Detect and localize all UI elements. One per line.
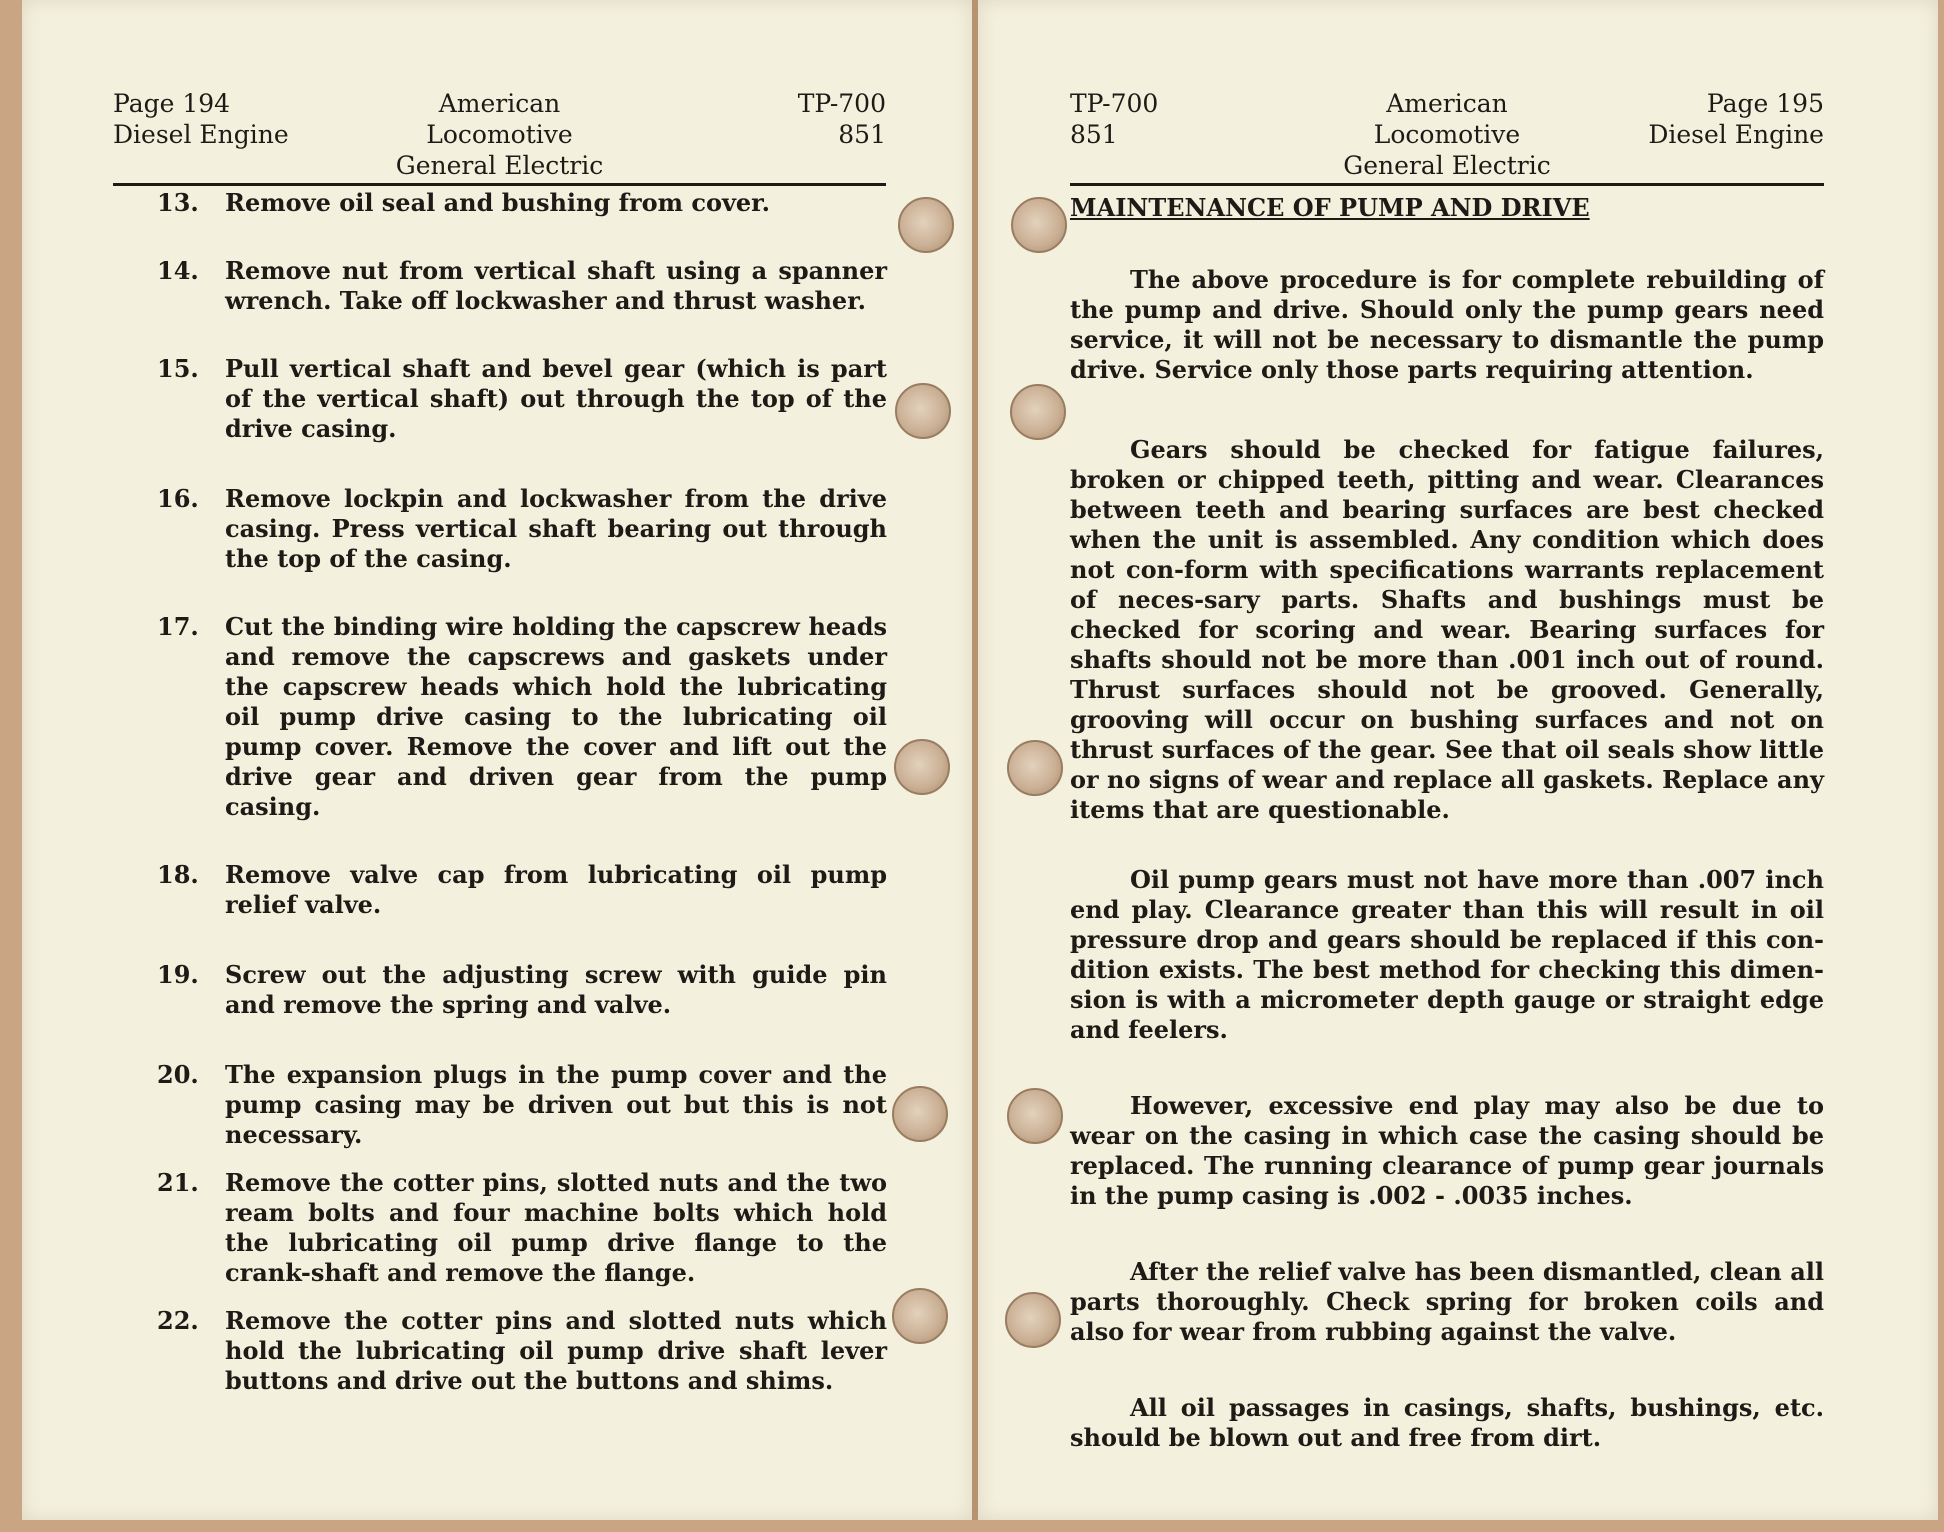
procedure-step	[157, 612, 887, 822]
step-text: Remove nut from vertical shaft using a spanner wrench. Take off lockwasher and thrust washer.	[225, 256, 887, 315]
procedure-step	[157, 484, 887, 574]
page-number: Page 195	[1706, 89, 1824, 118]
paragraph: The above procedure is for complete rebuilding of the pump and drive. Should only the pump gears need service, it will not be necessary to dismantle the pump drive. Service only those parts requiring attention.	[1070, 265, 1824, 384]
procedure-list	[157, 188, 887, 1396]
page-number: Page 194	[113, 89, 231, 118]
procedure-step	[157, 1168, 887, 1288]
right-page-header	[1070, 88, 1824, 186]
step-text: The expansion plugs in the pump cover and the pump casing may be driven out but this is not necessary.	[225, 1060, 887, 1149]
step-text: Remove the cotter pins and slotted nuts which hold the lubricating oil pump drive shaft lever buttons and drive out the buttons and shims.	[225, 1306, 887, 1395]
step-text: Pull vertical shaft and bevel gear (which is part of the vertical shaft) out through the top of the drive casing.	[225, 354, 887, 443]
binder-hole	[895, 383, 951, 439]
procedure-step	[157, 1306, 887, 1396]
procedure-step	[157, 256, 887, 316]
binder-hole	[1005, 1292, 1061, 1348]
company-name: American Locomotive	[426, 89, 573, 149]
left-page-header	[113, 88, 886, 186]
binder-hole	[1010, 384, 1066, 440]
step-text: Cut the binding wire holding the capscrew heads and remove the capscrews and gaskets under the capscrew heads which hold the lubricating oil pump drive casing to the lubricating oil pump cover. Remove the cover and lift out the drive gear and driven gear from the pump casing.	[225, 612, 887, 821]
binder-hole	[1007, 1088, 1063, 1144]
left-page	[22, 0, 972, 1520]
doc-subnumber: 851	[838, 120, 886, 149]
step-number: 13.	[157, 188, 199, 217]
procedure-step	[157, 188, 887, 218]
step-text: Remove lockpin and lockwasher from the drive casing. Press vertical shaft bearing out through the top of the casing.	[225, 484, 887, 573]
step-number: 20.	[157, 1060, 199, 1089]
binder-hole	[1007, 740, 1063, 796]
step-number: 14.	[157, 256, 199, 285]
paragraph: However, excessive end play may also be due to wear on the casing in which case the casing should be replaced. The running clearance of pump gear journals in the pump casing is .002 - .0035 inches.	[1070, 1091, 1824, 1210]
maintenance-section	[1070, 193, 1824, 1453]
step-number: 16.	[157, 484, 199, 513]
step-number: 15.	[157, 354, 199, 383]
binder-hole	[898, 197, 954, 253]
procedure-step	[157, 860, 887, 920]
step-number: 19.	[157, 960, 199, 989]
doc-number: TP-700	[797, 89, 886, 118]
step-number: 17.	[157, 612, 199, 641]
binder-hole	[892, 1086, 948, 1142]
paragraph: All oil passages in casings, shafts, bushings, etc. should be blown out and free from dirt.	[1070, 1393, 1824, 1452]
binder-hole	[892, 1288, 948, 1344]
binder-hole	[1011, 197, 1067, 253]
company-subtitle: General Electric	[1343, 151, 1551, 180]
doc-number: TP-700	[1070, 89, 1159, 118]
step-text: Remove valve cap from lubricating oil pump relief valve.	[225, 860, 887, 919]
company-subtitle: General Electric	[395, 151, 604, 180]
step-text: Remove the cotter pins, slotted nuts and the two ream bolts and four machine bolts which hold the lubricating oil pump drive flange to the crank-shaft and remove the flange.	[225, 1168, 887, 1287]
paragraph: Gears should be checked for fatigue failures, broken or chipped teeth, pitting and wear. Clearances between teeth and bearing surfaces are best checked when the unit is assembled. Any condition which does not con-form with specifications warrants replacement of neces-sary parts. Shafts and bushings must be checked for scoring and wear. Bearing surfaces for shafts should not be more than .001 inch out of round. Thrust surfaces should not be grooved. Generally, grooving will occur on bushing surfaces and not on thrust surfaces of the gear. See that oil seals show little or no signs of wear and replace all gaskets. Replace any items that are questionable.	[1070, 435, 1824, 824]
step-text: Screw out the adjusting screw with guide pin and remove the spring and valve.	[225, 960, 887, 1019]
engine-label: Diesel Engine	[113, 120, 289, 149]
procedure-step	[157, 1060, 887, 1150]
right-page	[978, 0, 1938, 1520]
doc-subnumber: 851	[1070, 120, 1118, 149]
step-text: Remove oil seal and bushing from cover.	[225, 188, 770, 217]
step-number: 22.	[157, 1306, 199, 1335]
procedure-step	[157, 960, 887, 1020]
section-title: MAINTENANCE OF PUMP AND DRIVE	[1070, 193, 1590, 222]
paragraph: Oil pump gears must not have more than .007 inch end play. Clearance greater than this will result in oil pressure drop and gears should be replaced if this con-dition exists. The best method for checking this dimen-sion is with a micrometer depth gauge or straight edge and feelers.	[1070, 865, 1824, 1044]
paragraph: After the relief valve has been dismantled, clean all parts thoroughly. Check spring for broken coils and also for wear from rubbing against the valve.	[1070, 1257, 1824, 1346]
step-number: 18.	[157, 860, 199, 889]
procedure-step	[157, 354, 887, 444]
binder-hole	[894, 739, 950, 795]
step-number: 21.	[157, 1168, 199, 1197]
engine-label: Diesel Engine	[1648, 120, 1824, 149]
company-name: American Locomotive	[1373, 89, 1521, 149]
